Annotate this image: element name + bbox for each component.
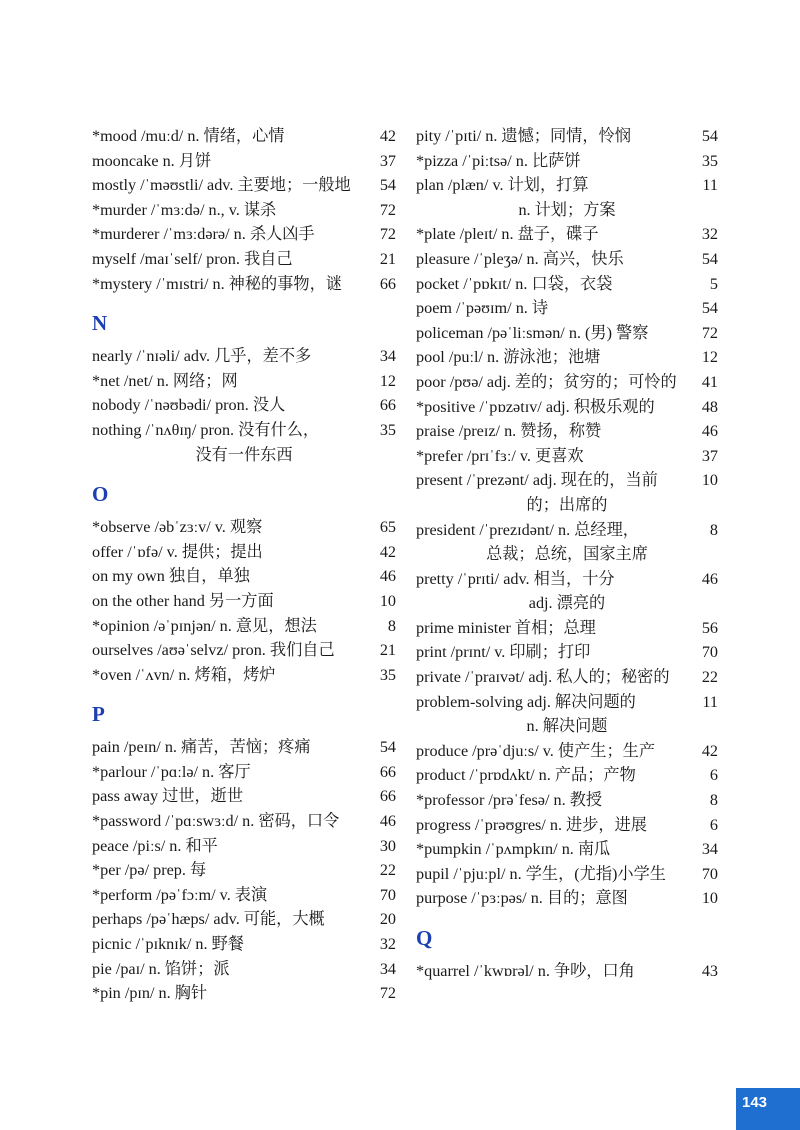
entry-text: *parlour /ˈpɑːlə/ n. 客厅 (92, 762, 251, 781)
entry-text: nobody /ˈnəʊbədi/ pron. 没人 (92, 396, 286, 415)
glossary-left-column (92, 124, 396, 1006)
glossary-entry (92, 564, 396, 589)
entry-page-number: 8 (709, 520, 718, 539)
entry-text: nearly /ˈnɪəli/ adv. 几乎，差不多 (92, 347, 312, 366)
entry-text: *net /net/ n. 网络；网 (92, 371, 238, 390)
entry-page-number: 54 (379, 176, 396, 195)
entry-text: *murder /ˈmɜːdə/ n., v. 谋杀 (92, 200, 277, 219)
page-number-tab (736, 1088, 800, 1130)
entry-text: progress /ˈprəʊgres/ n. 进步，进展 (416, 815, 647, 834)
entry-page-number: 70 (379, 885, 396, 904)
entry-text: *pizza /ˈpiːtsə/ n. 比萨饼 (416, 151, 581, 170)
entry-text: *observe /əbˈzɜːv/ v. 观察 (92, 518, 263, 537)
glossary-entry (416, 272, 718, 297)
entry-page-number: 20 (379, 910, 396, 929)
glossary-entry-continuation (416, 493, 718, 518)
glossary-entry (92, 663, 396, 688)
glossary-entry (416, 616, 718, 641)
glossary-entry (92, 222, 396, 247)
entry-text: *perform /pəˈfɔːm/ v. 表演 (92, 885, 268, 904)
entry-text: perhaps /pəˈhæps/ adv. 可能，大概 (92, 910, 325, 929)
entry-page-number: 66 (379, 274, 396, 293)
glossary-entry (92, 344, 396, 369)
entry-page-number: 21 (379, 641, 396, 660)
glossary-entry (92, 247, 396, 272)
glossary-entry (92, 515, 396, 540)
entry-text: pocket /ˈpɒkɪt/ n. 口袋，衣袋 (416, 274, 613, 293)
entry-text: praise /preɪz/ n. 赞扬，称赞 (416, 422, 602, 441)
glossary-entry (92, 809, 396, 834)
entry-page-number: 46 (701, 569, 718, 588)
glossary-entry (92, 272, 396, 297)
glossary-right-column (416, 124, 718, 984)
section-letter-heading: N (92, 311, 108, 336)
glossary-entry (92, 981, 396, 1006)
entry-page-number: 35 (701, 151, 718, 170)
glossary-entry-continuation (92, 443, 396, 468)
entry-text: poor /pʊə/ adj. 差的；贫穷的；可怜的 (416, 372, 677, 391)
glossary-entry (416, 518, 718, 543)
entry-text: *mood /muːd/ n. 情绪，心情 (92, 127, 285, 145)
glossary-entry (92, 760, 396, 785)
glossary-entry (416, 444, 718, 469)
entry-page-number: 12 (379, 371, 396, 390)
entry-text: *pin /pɪn/ n. 胸针 (92, 984, 208, 1003)
entry-text: on the other hand 另一方面 (92, 591, 274, 610)
entry-page-number: 70 (701, 643, 718, 662)
glossary-entry (92, 198, 396, 223)
glossary-entry (416, 370, 718, 395)
entry-text: n. 解决问题 (526, 717, 608, 736)
entry-page-number: 54 (701, 249, 718, 268)
entry-page-number: 72 (379, 984, 396, 1003)
glossary-entry (416, 395, 718, 420)
glossary-entry (416, 149, 718, 174)
entry-page-number: 32 (701, 225, 718, 244)
entry-text: on my own 独自，单独 (92, 567, 250, 586)
entry-page-number: 42 (701, 741, 718, 760)
entry-text: president /ˈprezɪdənt/ n. 总经理， (416, 520, 639, 539)
entry-page-number: 72 (701, 323, 718, 342)
section-letter-heading: P (92, 702, 105, 727)
entry-page-number: 11 (702, 692, 718, 711)
entry-text: 的；出席的 (526, 495, 608, 514)
glossary-entry (92, 638, 396, 663)
glossary-entry (416, 763, 718, 788)
entry-text: *pumpkin /ˈpʌmpkɪn/ n. 南瓜 (416, 840, 611, 859)
entry-page-number: 42 (379, 542, 396, 561)
glossary-entry (92, 834, 396, 859)
entry-page-number: 10 (701, 471, 718, 490)
entry-page-number: 66 (379, 787, 396, 806)
glossary-entry (416, 567, 718, 592)
entry-page-number: 32 (379, 935, 396, 954)
entry-text: problem-solving adj. 解决问题的 (416, 692, 636, 711)
entry-text: *password /ˈpɑːswɜːd/ n. 密码，口令 (92, 812, 340, 831)
entry-text: print /prɪnt/ v. 印刷；打印 (416, 643, 591, 662)
glossary-entry (416, 296, 718, 321)
entry-text: nothing /ˈnʌθɪŋ/ pron. 没有什么， (92, 420, 320, 439)
entry-page-number: 70 (701, 864, 718, 883)
entry-text: product /ˈprɒdʌkt/ n. 产品；产物 (416, 766, 636, 785)
section-letter-heading: O (92, 482, 109, 507)
entry-text: pleasure /ˈpleʒə/ n. 高兴，快乐 (416, 249, 624, 268)
entry-text: *per /pə/ prep. 每 (92, 861, 207, 880)
entry-page-number: 72 (379, 200, 396, 219)
glossary-entry (92, 614, 396, 639)
entry-page-number: 46 (379, 567, 396, 586)
entry-text: *opinion /əˈpɪnjən/ n. 意见，想法 (92, 616, 317, 635)
page-number: 143 (742, 1094, 768, 1111)
glossary-entry (92, 858, 396, 883)
glossary-entry (416, 173, 718, 198)
entry-page-number: 8 (709, 791, 718, 810)
entry-page-number: 11 (702, 176, 718, 195)
entry-page-number: 42 (379, 127, 396, 145)
entry-page-number: 34 (379, 347, 396, 366)
entry-text: peace /piːs/ n. 和平 (92, 836, 218, 855)
entry-text: pretty /ˈprɪti/ adv. 相当，十分 (416, 569, 615, 588)
entry-text: purpose /ˈpɜːpəs/ n. 目的；意图 (416, 889, 628, 908)
glossary-entry (92, 957, 396, 982)
entry-text: 没有一件东西 (195, 445, 293, 464)
entry-page-number: 37 (379, 151, 396, 170)
entry-page-number: 21 (379, 249, 396, 268)
entry-text: picnic /ˈpɪknɪk/ n. 野餐 (92, 935, 244, 954)
glossary-entry-continuation (416, 198, 718, 223)
glossary-entry-continuation (416, 714, 718, 739)
glossary-entry (416, 640, 718, 665)
entry-page-number: 22 (701, 668, 718, 687)
glossary-entry (416, 862, 718, 887)
entry-text: policeman /pəˈliːsmən/ n. (男) 警察 (416, 323, 649, 342)
entry-text: prime minister 首相；总理 (416, 618, 596, 637)
glossary-entry (92, 369, 396, 394)
glossary-entry (92, 124, 396, 149)
glossary-entry (92, 589, 396, 614)
entry-page-number: 34 (379, 959, 396, 978)
entry-page-number: 35 (379, 420, 396, 439)
glossary-entry (416, 222, 718, 247)
glossary-entry (416, 468, 718, 493)
glossary-entry (416, 739, 718, 764)
entry-text: pain /peɪn/ n. 痛苦，苦恼；疼痛 (92, 738, 311, 757)
entry-page-number: 5 (709, 274, 718, 293)
glossary-entry (92, 735, 396, 760)
entry-text: pity /ˈpɪti/ n. 遗憾；同情，怜悯 (416, 127, 631, 145)
glossary-entry (416, 247, 718, 272)
entry-text: *professor /prəˈfesə/ n. 教授 (416, 791, 603, 810)
glossary-entry (92, 418, 396, 443)
glossary-entry (92, 784, 396, 809)
entry-page-number: 46 (379, 812, 396, 831)
entry-page-number: 30 (379, 836, 396, 855)
entry-text: *murderer /ˈmɜːdərə/ n. 杀人凶手 (92, 225, 315, 244)
entry-page-number: 66 (379, 396, 396, 415)
glossary-entry-continuation (416, 542, 718, 567)
entry-text: present /ˈprezənt/ adj. 现在的，当前 (416, 471, 658, 490)
entry-text: poem /ˈpəʊɪm/ n. 诗 (416, 299, 549, 318)
glossary-entry (416, 690, 718, 715)
entry-page-number: 12 (701, 348, 718, 367)
entry-page-number: 54 (379, 738, 396, 757)
entry-page-number: 43 (701, 962, 718, 980)
glossary-entry (416, 419, 718, 444)
entry-page-number: 35 (379, 665, 396, 684)
entry-page-number: 37 (701, 446, 718, 465)
glossary-entry (416, 124, 718, 149)
entry-text: mooncake n. 月饼 (92, 151, 212, 170)
glossary-entry (92, 907, 396, 932)
entry-page-number: 54 (701, 299, 718, 318)
entry-page-number: 10 (379, 591, 396, 610)
glossary-entry (416, 837, 718, 862)
entry-text: *oven /ˈʌvn/ n. 烤箱，烤炉 (92, 665, 276, 684)
entry-page-number: 65 (379, 518, 396, 537)
entry-page-number: 54 (701, 127, 718, 145)
glossary-entry (92, 173, 396, 198)
entry-page-number: 72 (379, 225, 396, 244)
entry-text: mostly /ˈməʊstli/ adv. 主要地；一般地 (92, 176, 351, 195)
glossary-entry (416, 788, 718, 813)
glossary-entry (416, 886, 718, 911)
entry-page-number: 48 (701, 397, 718, 416)
entry-text: plan /plæn/ v. 计划，打算 (416, 176, 589, 195)
glossary-entry (92, 883, 396, 908)
entry-page-number: 66 (379, 762, 396, 781)
entry-text: pool /puːl/ n. 游泳池；池塘 (416, 348, 601, 367)
entry-text: pie /paɪ/ n. 馅饼；派 (92, 959, 230, 978)
entry-text: produce /prəˈdjuːs/ v. 使产生；生产 (416, 741, 656, 760)
entry-page-number: 34 (701, 840, 718, 859)
entry-page-number: 41 (701, 372, 718, 391)
glossary-entry (92, 540, 396, 565)
glossary-entry (92, 932, 396, 957)
glossary-entry (416, 813, 718, 838)
entry-text: private /ˈpraɪvət/ adj. 私人的；秘密的 (416, 668, 670, 687)
glossary-entry-continuation (416, 591, 718, 616)
glossary-entry (92, 149, 396, 174)
entry-page-number: 6 (709, 766, 718, 785)
entry-text: adj. 漂亮的 (528, 594, 606, 613)
entry-text: *positive /ˈpɒzətɪv/ adj. 积极乐观的 (416, 397, 655, 416)
entry-text: myself /maɪˈself/ pron. 我自己 (92, 249, 293, 268)
glossary-entry (416, 959, 718, 984)
entry-text: *prefer /prɪˈfɜː/ v. 更喜欢 (416, 446, 584, 465)
entry-text: pass away 过世，逝世 (92, 787, 244, 806)
glossary-entry (416, 321, 718, 346)
entry-text: *mystery /ˈmɪstri/ n. 神秘的事物，谜 (92, 274, 342, 293)
entry-text: pupil /ˈpjuːpl/ n. 学生，(尤指)小学生 (416, 864, 666, 883)
entry-page-number: 56 (701, 618, 718, 637)
glossary-entry (92, 393, 396, 418)
entry-text: ourselves /aʊəˈselvz/ pron. 我们自己 (92, 641, 335, 660)
entry-text: offer /ˈɒfə/ v. 提供；提出 (92, 542, 263, 561)
entry-text: *quarrel /ˈkwɒrəl/ n. 争吵，口角 (416, 962, 635, 980)
section-letter-heading: Q (416, 926, 433, 950)
entry-page-number: 22 (379, 861, 396, 880)
entry-page-number: 8 (387, 616, 396, 635)
glossary-entry (416, 345, 718, 370)
entry-page-number: 10 (701, 889, 718, 908)
entry-text: *plate /pleɪt/ n. 盘子，碟子 (416, 225, 599, 244)
entry-text: 总裁；总统，国家主席 (486, 545, 648, 564)
entry-page-number: 6 (709, 815, 718, 834)
entry-page-number: 46 (701, 422, 718, 441)
entry-text: n. 计划；方案 (518, 200, 616, 219)
glossary-entry (416, 665, 718, 690)
